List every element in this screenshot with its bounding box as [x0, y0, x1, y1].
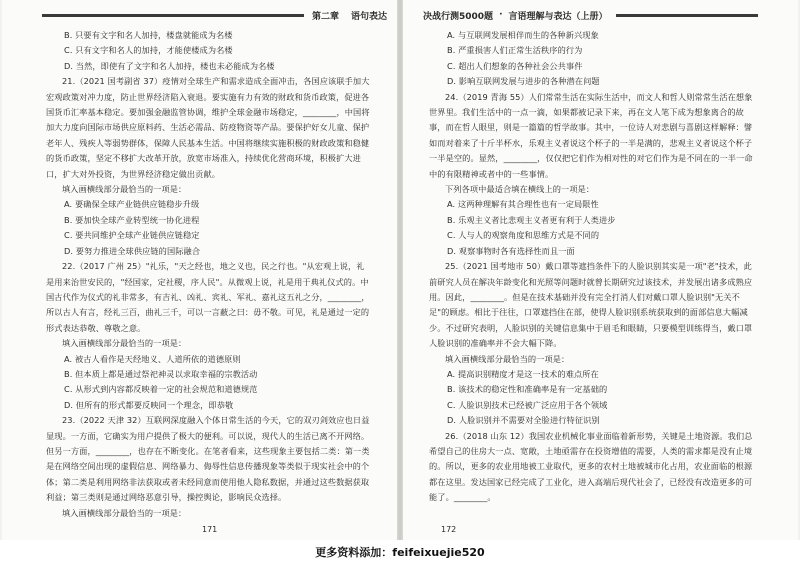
left-page-body [46, 28, 372, 521]
left-page-header [42, 7, 387, 23]
answer-option: B. 但本质上都是通过祭祀神灵以求取幸福的宗教活动 [64, 368, 258, 379]
answer-option: A. 要确保全球产业链供应链稳步升级 [64, 199, 200, 210]
question-paragraph: 25.（2021 国考地市 50）戴口罩等遮挡条件下的人脸识别其实是一项"老"技术，此前研究人员在解决年龄变化和光照等问题时就曾长期研究过该技术，并发展出诸多成熟应用。因此，________。但是在技术基础并没有完全打消人们对戴口罩人脸识别"无关不足"的顾虑。相比于往往，口罩遮挡住在部，使得人脸识别系统获取到的面部信息大幅减少。不过研究表明，人脸识别的关键信息集中于眉毛和眼睛，只要模型训练得当，戴口罩人脸识别的准确率并不会大幅下降。 [429, 261, 753, 349]
page-number-right: 172 [441, 525, 457, 534]
right-page-header: 决战行测5000题 · 言语理解与表达（上册） [423, 7, 758, 23]
answer-option: B. 要加快全球产业转型统一协化进程 [64, 214, 200, 225]
answer-option: C. 从形式到内容都反映着一定的社会规范和道德规范 [64, 384, 258, 395]
question-paragraph: 23.（2022 天津 32）互联网深度融入个体日常生活的今天，它的双刃剑效应也日益显现。一方面，它确实为用户提供了极大的便利。可以说，现代人的生活已离不开网络。但另一方面，________，也存在不断变化。在笔者看来，这些现象主要包括二类：第一类是在网络空间出现的虚假信息、网络暴力、侮辱性信息传播现象等类似于现实社会中的个体；第二类是利用网络非法获取或者未经同意而使用他人隐私数据，并通过这些数据获取利益；第三类则是通过网络恶意引导，操控舆论，影响民众选择。 [46, 415, 370, 503]
left-page [2, 0, 397, 540]
answer-option: A. 与互联网发展相伴而生的各种新兴现象 [447, 30, 599, 40]
answer-option: D. 当然，即使有了文字和名人加持，楼也未必能成为名楼 [64, 60, 275, 71]
right-page-body [429, 28, 757, 506]
question-prompt: 下列各项中最适合填在横线上的一项是： [445, 184, 595, 195]
answer-option: B. 严重损害人们正常生活秩序的行为 [447, 45, 583, 56]
answer-option: B. 只要有文字和名人加持，楼盘就能成为名楼 [64, 30, 233, 40]
question-paragraph: 21.（2021 国考副省 37）疫情对全球生产和需求造成全面冲击，各国应该联手加大宏观政策对冲力度，防止世界经济陷入衰退。要实施有力有效的财政和货币政策，促进各国货币汇率基本稳定。要加强金融监管协调，维护全球金融市场稳定，________，中国将加大力度向国际市场供应原料药、生活必需品、防疫物资等产品。要保护好女儿童、保护老年人、残疾人等弱势群体，保障人民基本生活。中国将继续实施积极的财政政策和稳健的货币政策，坚定不移扩大改革开放，放宽市场准入，持续优化营商环境，积极扩大进口，扩大对外投资，为世界经济稳定做出贡献。 [46, 76, 370, 179]
question-paragraph: 26.（2018 山东 12）我国农业机械化事业面临着新形势，关键是土地资源。我们总希望自己的住房大一点、宽敞，土地亟需存在投资增值的需要，人类的需求都是没有止境的。所以，更多的农业用地被工业取代，更多的农村土地被城市化占用，农业面临的根源都在这里。发达国家已经完成了工业化，进入高端后现代社会了，已经没有改造更多的可能了。________。 [429, 430, 753, 503]
answer-option: D. 观察事物时各有选择性而且一面 [447, 245, 575, 256]
answer-option: D. 影响互联网发展与进步的各种潜在问题 [447, 76, 600, 87]
answer-option: C. 人脸识别技术已经被广泛应用于各个领域 [447, 399, 608, 410]
book-series-title: 决战行测5000题 [423, 11, 494, 22]
answer-option: B. 乐观主义者比悲观主义者更有利于人类进步 [447, 214, 616, 225]
answer-option: D. 人脸识别并不需要对全脸进行特征识别 [447, 415, 600, 426]
question-prompt: 填入画横线部分最恰当的一项是： [445, 353, 570, 364]
answer-option: A. 提高识别精度才是这一技术的难点所在 [447, 368, 599, 379]
chapter-label: 第二章 [311, 11, 339, 22]
answer-option: B. 该技术的稳定性和准确率是有一定基础的 [447, 384, 608, 395]
page-number-left: 171 [202, 525, 218, 534]
answer-option: C. 只有文字和名人的加持，才能使楼成为名楼 [64, 45, 233, 56]
question-prompt: 填入画横线部分最恰当的一项是： [62, 507, 187, 518]
question-paragraph: 24.（2019 青海 55）人们常常生活在实际生活中，而文人和哲人则常常生活在想象世界里。我们生活中的一点一滴，如果都被记录下来，再在文人笔下成为想象离合的故事，而在哲人眼里，则是一篇篇的哲学故事。其中，一位诗人对悲剧与喜剧这样解释：譬如而对着来了十斤半杯水，乐观主义者说这个杯子的一半是满的，悲观主义者说这个杯子一半是空的。显然，________，仅仅把它们作为相对性的对它们作为是不同在的一半一命中的有限精神或者中的一些事情。 [429, 91, 753, 179]
answer-option: C. 人与人的观察角度和思维方式是不同的 [447, 230, 600, 241]
chapter-title: 语句表达 [350, 11, 387, 22]
answer-option: D. 但所有的形式都要反映同一个理念，即恭敬 [64, 399, 234, 410]
answer-option: D. 要努力推进全球供应链的国际融合 [64, 245, 201, 256]
header-rule [616, 14, 759, 17]
header-rule [42, 14, 304, 17]
book-subject: 言语理解与表达（上册） [508, 11, 608, 22]
answer-option: A. 被古人看作是天经地义、人道所依的道德原则 [64, 353, 241, 364]
question-prompt: 填入画横线部分最恰当的一项是： [62, 184, 187, 195]
right-page [403, 0, 798, 540]
question-prompt: 填入画横线部分最恰当的一项是： [62, 338, 187, 349]
footer-watermark-text: 更多资料添加：feifeixuejie520 [0, 540, 800, 566]
question-paragraph: 22.（2017 广州 25）"礼乐，"天之经也，地之义也，民之行也。"从宏观上说，礼是用来治世安民的，"经国家，定社稷，序人民"。从微观上说，礼是用于典礼仪式的。中国古代作为仪式的礼非常多，有吉礼、凶礼、宾礼、军礼、嘉礼这五礼之分，________，所以古人有言，经礼三百，曲礼三千，可以一言蔽之曰：毋不敬。可见，礼是通过一定的形式表达恭敬、尊敬之意。 [46, 261, 370, 333]
answer-option: C. 超出人们想象的各种社会公共事件 [447, 60, 583, 71]
answer-option: A. 这两种理解有其合理性也有一定局限性 [447, 199, 599, 210]
answer-option: C. 要共同维护全球产业链供应链稳定 [64, 230, 200, 241]
